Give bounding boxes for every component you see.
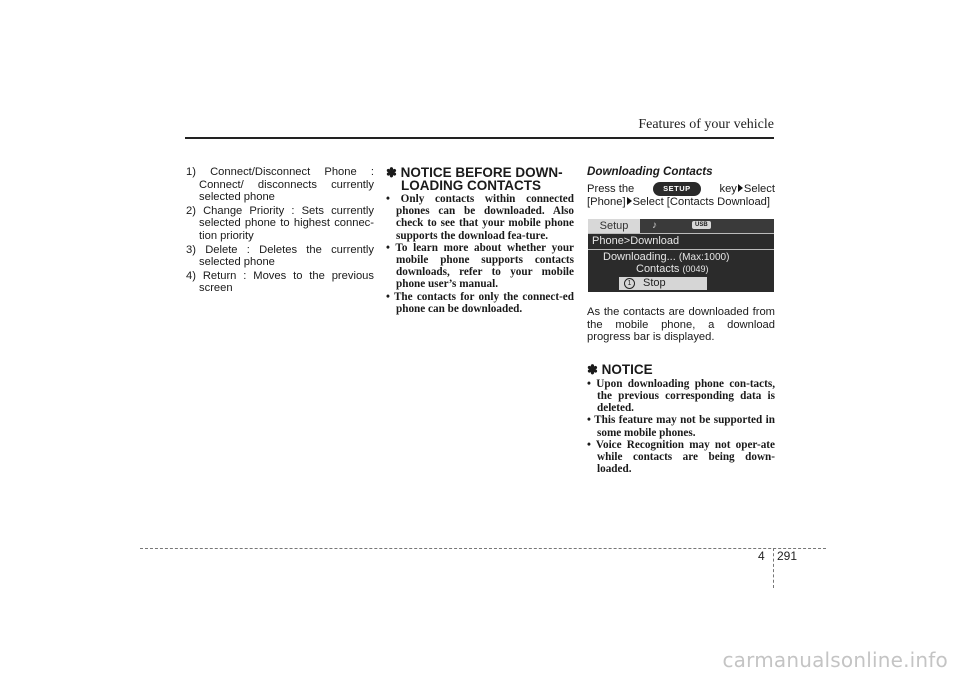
screen-divider [588,233,774,234]
stop-number-icon: 1 [624,278,635,289]
header-divider [185,137,774,139]
arrow-right-icon [627,197,632,205]
list-item: • The contacts for only the connect-ed phone can be downloaded. [386,290,574,315]
screen-setup-tab: Setup [588,219,640,233]
instruction-press: Press the [587,182,635,195]
notice-title [587,363,775,376]
phone-options-list [186,166,374,295]
instruction-line1 [587,182,775,197]
screen-contacts-count: Contacts (0049) [636,263,709,275]
notice-bullets [587,378,775,476]
notice-star-icon: ✽ [386,165,397,180]
column-notice-before-download [386,166,574,315]
column-phone-options [186,166,374,296]
footer-divider [140,548,826,549]
instruction-download: Select [Contacts Download] [632,196,771,209]
list-item: • Voice Recognition may not oper-ate while contacts are being down-loaded. [587,438,775,476]
bluetooth-icon: ♪ [652,220,657,231]
list-item: 4) Return : Moves to the previous screen [186,269,374,295]
header-title: Features of your vehicle [638,117,774,132]
instruction-key-select: key Select [719,182,775,195]
screen-stop-button[interactable] [619,277,707,290]
screen-path: Phone>Download [592,235,680,247]
list-item: • Upon downloading phone con-tacts, the previous corresponding data is deleted. [587,377,775,415]
list-item: 2) Change Priority : Sets currently selected phone to highest connec-tion priority [186,204,374,242]
page-number: 291 [777,549,798,563]
instruction-phone: [Phone] [587,196,626,209]
arrow-right-icon [738,184,743,192]
setup-key-badge: SETUP [653,182,701,197]
footer-vertical-divider [773,548,774,588]
download-description: As the contacts are downloaded from the mobile phone, a download progress bar is displayed. [587,306,775,344]
notice-star-icon: ✽ [587,361,598,377]
column-downloading-contacts [587,166,775,209]
watermark: carmanualsonline.info [722,648,948,672]
notice-title [386,166,574,192]
column-downloading-description [587,306,775,475]
section-subtitle: Downloading Contacts [587,165,713,178]
download-screen [588,219,774,292]
list-item: 1) Connect/Disconnect Phone : Connect/ disconnects currently selected phone [186,166,374,204]
list-item: 3) Delete : Deletes the currently selected phone [186,243,374,269]
notice-bullets [386,193,574,315]
chapter-number: 4 [758,549,765,563]
usb-badge: USB [692,221,711,229]
list-item: • This feature may not be supported in some mobile phones. [587,414,776,439]
instruction-line2 [587,196,775,209]
notice-title-text: NOTICE [601,361,653,377]
screen-downloading: Downloading... (Max:1000) [603,251,730,263]
list-item: • To learn more about whether your mobile phone supports contacts downloads, refer to your mobile phone user’s manual. [386,241,575,291]
notice-title-line2: LOADING CONTACTS [401,178,541,193]
stop-label: Stop [643,277,666,289]
screen-divider [588,249,774,250]
list-item: • Only contacts within connected phones can be downloaded. Also check to see that your mobile phone supports the download fea-ture. [386,193,574,242]
notice-title-line1: NOTICE BEFORE DOWN- [400,165,563,180]
